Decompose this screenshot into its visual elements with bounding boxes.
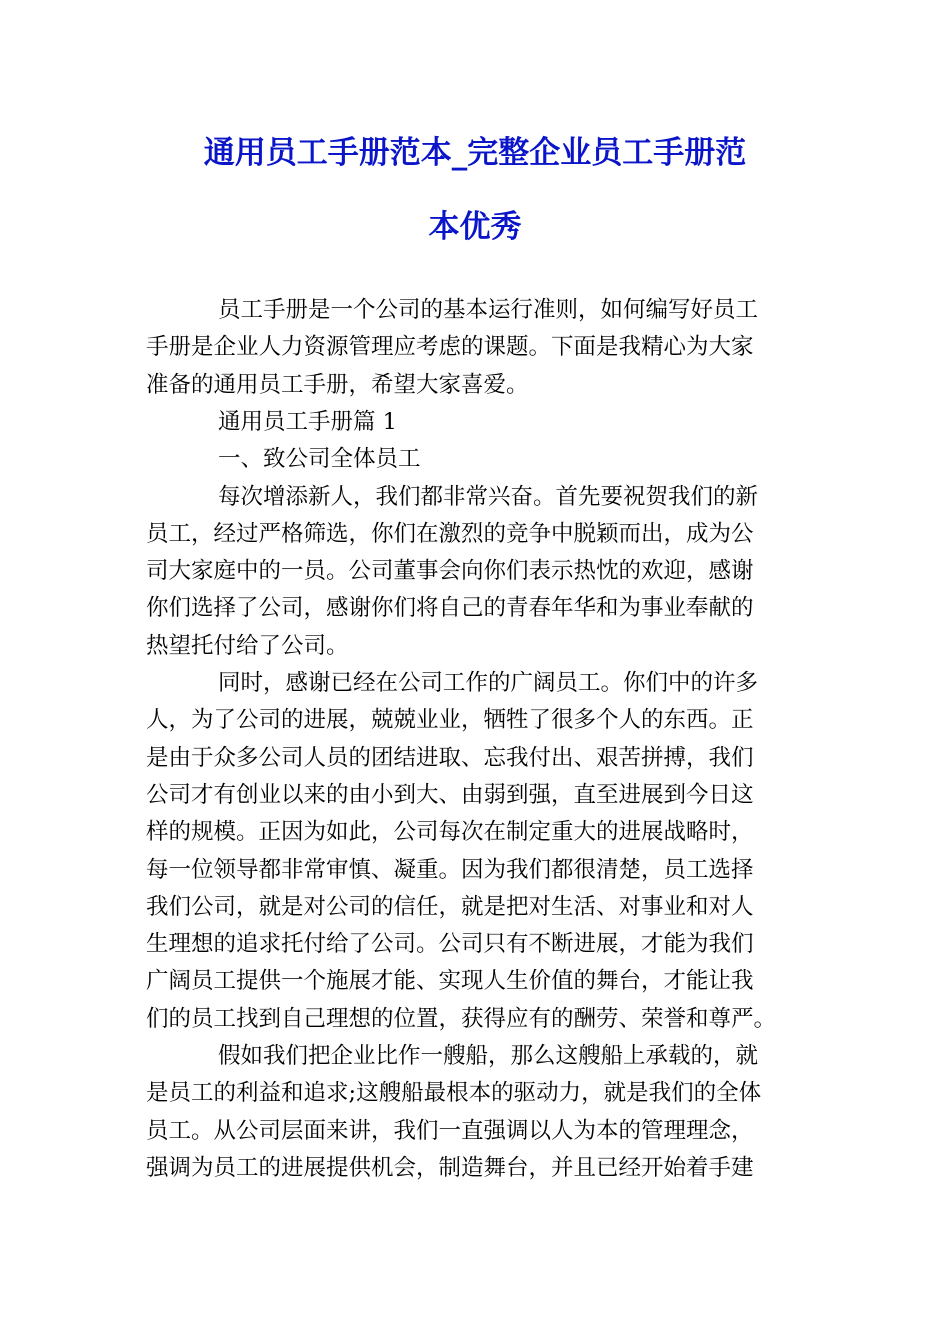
body-line: 热望托付给了公司。 (146, 632, 349, 659)
body-line: 准备的通用员工手册，希望大家喜爱。 (146, 371, 529, 398)
body-line: 生理想的追求托付给了公司。公司只有不断进展，才能为我们 (146, 931, 754, 958)
body-line: 强调为员工的进展提供机会，制造舞台，并且已经开始着手建 (146, 1154, 754, 1181)
document-title-line-2: 本优秀 (428, 209, 522, 245)
body-line: 广阔员工提供一个施展才能、实现人生价值的舞台，才能让我 (146, 968, 754, 995)
body-line: 员工手册是一个公司的基本运行准则，如何编写好员工 (218, 297, 759, 323)
body-line: 每次增添新人，我们都非常兴奋。首先要祝贺我们的新 (218, 483, 759, 510)
body-line: 手册是企业人力资源管理应考虑的课题。下面是我精心为大家 (146, 334, 754, 361)
body-line: 人，为了公司的进展，兢兢业业，牺牲了很多个人的东西。正 (146, 707, 754, 734)
document-title-line-1: 通用员工手册范本_完整企业员工手册范 (203, 135, 747, 171)
body-line: 一、致公司全体员工 (218, 446, 421, 473)
body-line: 司大家庭中的一员。公司董事会向你们表示热忱的欢迎，感谢 (146, 558, 754, 585)
body-line: 公司才有创业以来的由小到大、由弱到强，直至进展到今日这 (146, 781, 754, 808)
body-line: 通用员工手册篇 1 (218, 408, 397, 435)
body-line: 你们选择了公司，感谢你们将自己的青春年华和为事业奉献的 (146, 595, 754, 622)
body-line: 们的员工找到自己理想的位置，获得应有的酬劳、荣誉和尊严。 (146, 1005, 777, 1032)
body-line: 员工。从公司层面来讲，我们一直强调以人为本的管理理念， (146, 1117, 754, 1144)
body-line: 是由于众多公司人员的团结进取、忘我付出、艰苦拼搏，我们 (146, 744, 754, 771)
body-line: 样的规模。正因为如此，公司每次在制定重大的进展战略时， (146, 819, 754, 846)
body-line: 是员工的利益和追求;这艘船最根本的驱动力，就是我们的全体 (146, 1080, 762, 1107)
body-line: 每一位领导都非常审慎、凝重。因为我们都很清楚，员工选择 (146, 856, 754, 883)
body-line: 员工，经过严格筛选，你们在激烈的竞争中脱颖而出，成为公 (146, 520, 754, 547)
body-line: 假如我们把企业比作一艘船，那么这艘船上承载的，就 (218, 1043, 759, 1069)
body-line: 我们公司，就是对公司的信任，就是把对生活、对事业和对人 (146, 893, 754, 920)
body-line: 同时，感谢已经在公司工作的广阔员工。你们中的许多 (218, 670, 759, 696)
